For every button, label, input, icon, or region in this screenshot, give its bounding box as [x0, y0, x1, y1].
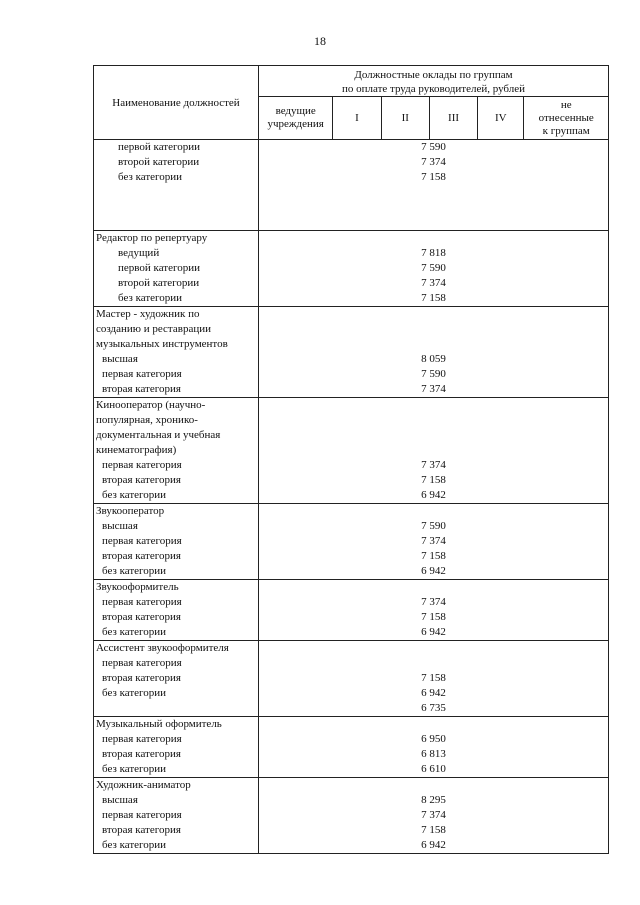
salary-value: [259, 337, 608, 352]
salary-value: [259, 778, 608, 793]
position-line: Редактор по репертуару: [96, 232, 208, 244]
position-names-cell: [94, 140, 259, 231]
table-body: [94, 140, 609, 854]
unassigned-line1: не: [560, 98, 572, 111]
position-names-cell: [94, 504, 259, 580]
unassigned-header: [524, 97, 609, 140]
position-line: первая категория: [102, 733, 182, 745]
leading-institutions-header: [258, 97, 332, 140]
salary-groups-header-line2: по оплате труда руководителей, рублей: [341, 83, 525, 95]
salary-value: 6 942: [421, 839, 446, 851]
salary-values-cell: [258, 231, 608, 307]
position-line: без категории: [102, 565, 167, 577]
salary-value: 7 590: [421, 368, 446, 380]
position-names-cell: [94, 641, 259, 717]
salary-value: 7 590: [421, 520, 446, 532]
salary-value: 6 942: [421, 626, 446, 638]
position-block: [94, 231, 609, 307]
position-block: [94, 398, 609, 504]
position-block: [94, 580, 609, 641]
position-name-header: Наименование должностей: [94, 66, 259, 140]
position-line: документальная и учебная: [96, 429, 221, 441]
salary-value: 8 059: [421, 353, 446, 365]
position-line: вторая категория: [102, 672, 181, 684]
salary-value: [259, 580, 608, 595]
position-line: [96, 200, 258, 215]
group-iii-header: III: [429, 97, 477, 140]
position-line: популярная, хронико-: [96, 414, 198, 426]
position-line: Звукооператор: [96, 505, 165, 517]
unassigned-line2: отнесенные: [538, 111, 594, 124]
position-line: вторая категория: [102, 611, 181, 623]
salary-value: [259, 641, 608, 656]
salary-value: 6 942: [421, 687, 446, 699]
position-line: Звукооформитель: [96, 581, 179, 593]
salary-value: 6 735: [421, 702, 446, 714]
position-block: [94, 717, 609, 778]
position-names-cell: [94, 717, 259, 778]
salary-value: [259, 398, 608, 413]
group-i-header: I: [333, 97, 381, 140]
position-line: вторая категория: [102, 550, 181, 562]
position-line: первой категории: [118, 262, 201, 274]
salary-value: [259, 215, 608, 230]
salary-value: 7 158: [421, 292, 446, 304]
salary-value: 7 158: [421, 550, 446, 562]
salary-value: 7 158: [421, 611, 446, 623]
salary-value: 6 610: [421, 763, 446, 775]
position-line: первая категория: [102, 459, 182, 471]
position-block: [94, 140, 609, 231]
salary-value: [259, 443, 608, 458]
salary-value: 7 374: [421, 459, 446, 471]
salary-value: 7 590: [421, 262, 446, 274]
position-line: второй категории: [118, 277, 200, 289]
position-line: первая категория: [102, 657, 182, 669]
position-line: [96, 701, 258, 716]
salary-value: 6 950: [421, 733, 446, 745]
position-line: высшая: [102, 520, 138, 532]
position-line: вторая категория: [102, 824, 181, 836]
group-iv-header: IV: [478, 97, 524, 140]
position-line: [96, 185, 258, 200]
salary-value: [259, 504, 608, 519]
position-line: без категории: [102, 763, 167, 775]
salary-value: 7 590: [421, 141, 446, 153]
salary-values-cell: [258, 778, 608, 854]
salary-values-cell: [258, 641, 608, 717]
salary-values-cell: [258, 398, 608, 504]
salary-value: 7 158: [421, 672, 446, 684]
leading-institutions-line1: ведущие: [275, 105, 316, 117]
salary-values-cell: [258, 140, 608, 231]
position-names-cell: [94, 580, 259, 641]
salary-value: [259, 185, 608, 200]
position-line: высшая: [102, 353, 138, 365]
position-line: первая категория: [102, 368, 182, 380]
position-line: Мастер - художник по: [96, 308, 200, 320]
salary-value: 6 813: [421, 748, 446, 760]
position-line: ведущий: [118, 247, 160, 259]
position-line: второй категории: [118, 156, 200, 168]
salary-value: 7 158: [421, 474, 446, 486]
position-names-cell: [94, 398, 259, 504]
salary-value: [259, 428, 608, 443]
position-names-cell: [94, 231, 259, 307]
position-line: без категории: [102, 626, 167, 638]
salary-value: [259, 413, 608, 428]
position-line: без категории: [118, 292, 183, 304]
position-line: Кинооператор (научно-: [96, 399, 206, 411]
position-block: [94, 778, 609, 854]
position-names-cell: [94, 778, 259, 854]
position-block: [94, 504, 609, 580]
page-number: 18: [314, 34, 326, 48]
salary-values-cell: [258, 307, 608, 398]
salary-value: 7 158: [421, 171, 446, 183]
salary-value: 7 374: [421, 156, 446, 168]
group-ii-header: II: [381, 97, 429, 140]
position-line: вторая категория: [102, 474, 181, 486]
position-names-cell: [94, 307, 259, 398]
salary-value: [259, 307, 608, 322]
salary-value: 8 295: [421, 794, 446, 806]
position-block: [94, 307, 609, 398]
salary-value: [259, 717, 608, 732]
salary-value: [259, 656, 608, 671]
position-line: первая категория: [102, 596, 182, 608]
position-line: [96, 215, 258, 230]
position-line: первая категория: [102, 809, 182, 821]
leading-institutions-line2: учреждения: [267, 118, 324, 130]
table-header: [94, 66, 609, 140]
salary-values-cell: [258, 580, 608, 641]
position-line: высшая: [102, 794, 138, 806]
position-line: без категории: [102, 687, 167, 699]
position-line: Ассистент звукооформителя: [96, 642, 229, 654]
salary-values-cell: [258, 717, 608, 778]
salary-value: 6 942: [421, 489, 446, 501]
salary-value: 6 942: [421, 565, 446, 577]
position-line: без категории: [102, 489, 167, 501]
position-line: вторая категория: [102, 383, 181, 395]
salary-value: [259, 322, 608, 337]
salary-value: 7 374: [421, 535, 446, 547]
salary-value: 7 374: [421, 277, 446, 289]
position-line: созданию и реставрации: [96, 323, 211, 335]
salary-values-cell: [258, 504, 608, 580]
salary-groups-header: [258, 66, 608, 97]
salary-value: 7 374: [421, 383, 446, 395]
salary-value: 7 818: [421, 247, 446, 259]
position-line: вторая категория: [102, 748, 181, 760]
salary-value: [259, 231, 608, 246]
unassigned-line3: к группам: [542, 124, 590, 137]
position-line: музыкальных инструментов: [96, 338, 228, 350]
position-line: первая категория: [102, 535, 182, 547]
salary-value: 7 158: [421, 824, 446, 836]
salary-table: [93, 65, 609, 854]
position-line: Музыкальный оформитель: [96, 718, 222, 730]
salary-value: 7 374: [421, 596, 446, 608]
position-line: Художник-аниматор: [96, 779, 191, 791]
salary-groups-header-line1: Должностные оклады по группам: [354, 69, 513, 81]
position-block: [94, 641, 609, 717]
position-line: кинематография): [96, 444, 177, 456]
position-line: без категории: [102, 839, 167, 851]
position-line: без категории: [118, 171, 183, 183]
salary-value: 7 374: [421, 809, 446, 821]
salary-value: [259, 200, 608, 215]
position-line: первой категории: [118, 141, 201, 153]
